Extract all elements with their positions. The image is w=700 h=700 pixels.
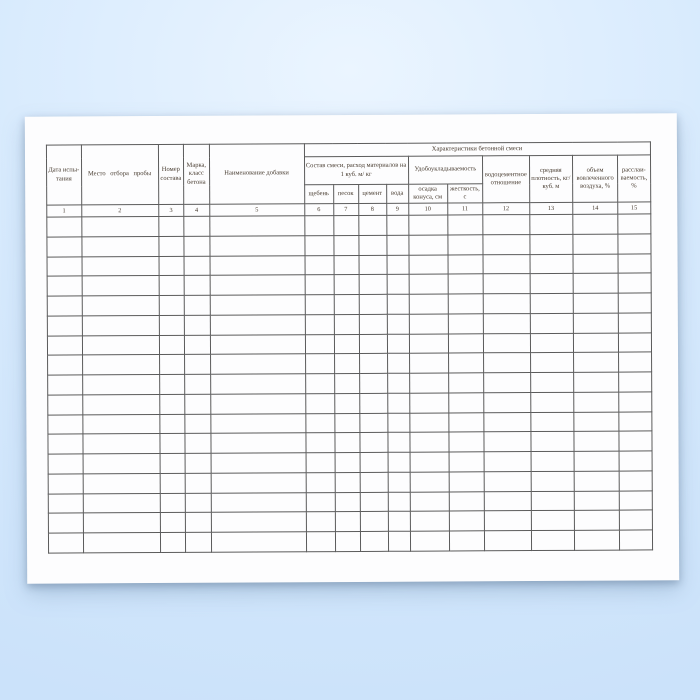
- empty-cell: [83, 513, 160, 533]
- empty-cell: [159, 256, 185, 276]
- empty-cell: [210, 354, 305, 374]
- empty-cell: [185, 453, 211, 473]
- empty-cell: [618, 332, 651, 352]
- empty-cell: [483, 215, 530, 235]
- empty-cell: [448, 353, 484, 373]
- empty-cell: [387, 373, 409, 393]
- empty-cell: [530, 274, 574, 294]
- empty-cell: [47, 276, 82, 296]
- empty-cell: [160, 473, 186, 493]
- empty-cell: [185, 512, 211, 532]
- empty-cell: [447, 235, 483, 255]
- empty-cell: [449, 531, 485, 551]
- empty-cell: [306, 532, 335, 552]
- concrete-mix-journal-table: [46, 141, 653, 553]
- empty-cell: [160, 513, 186, 533]
- column-number: 7: [333, 203, 358, 215]
- empty-cell: [484, 452, 531, 472]
- empty-cell: [304, 235, 333, 255]
- empty-cell: [448, 412, 484, 432]
- empty-cell: [158, 236, 184, 256]
- empty-cell: [82, 315, 159, 335]
- empty-cell: [48, 474, 83, 494]
- empty-cell: [530, 392, 574, 412]
- empty-cell: [387, 274, 409, 294]
- empty-cell: [531, 511, 575, 531]
- empty-cell: [574, 412, 619, 432]
- empty-cell: [410, 511, 449, 531]
- empty-cell: [185, 493, 211, 513]
- empty-cell: [210, 295, 305, 315]
- empty-cell: [448, 333, 484, 353]
- empty-cell: [48, 533, 83, 553]
- empty-cell: [409, 333, 448, 353]
- empty-cell: [409, 393, 448, 413]
- empty-cell: [184, 236, 210, 256]
- empty-cell: [305, 255, 334, 275]
- empty-cell: [530, 372, 574, 392]
- column-number: 5: [209, 204, 304, 216]
- empty-cell: [619, 510, 652, 530]
- header-col-additive-name: Наименование добавки: [209, 144, 304, 204]
- empty-cell: [530, 353, 574, 373]
- empty-cell: [360, 472, 388, 492]
- empty-cell: [484, 471, 531, 491]
- empty-cell: [408, 235, 447, 255]
- empty-cell: [358, 235, 386, 255]
- empty-cell: [573, 254, 618, 274]
- empty-cell: [484, 432, 531, 452]
- empty-cell: [409, 314, 448, 334]
- empty-cell: [48, 454, 83, 474]
- empty-cell: [82, 355, 159, 375]
- empty-cell: [306, 453, 335, 473]
- empty-cell: [409, 254, 448, 274]
- empty-cell: [159, 355, 185, 375]
- empty-cell: [619, 490, 652, 510]
- empty-cell: [334, 314, 359, 334]
- header-group-characteristics: Характеристики бетонной смеси: [304, 142, 650, 157]
- column-number: 8: [358, 203, 386, 215]
- empty-cell: [618, 293, 651, 313]
- column-number: 4: [184, 204, 210, 216]
- empty-cell: [530, 432, 574, 452]
- empty-cell: [531, 491, 575, 511]
- empty-cell: [619, 372, 652, 392]
- empty-cell: [159, 414, 185, 434]
- empty-cell: [184, 335, 210, 355]
- empty-cell: [483, 333, 530, 353]
- empty-cell: [619, 431, 652, 451]
- empty-cell: [47, 237, 82, 257]
- empty-cell: [184, 256, 210, 276]
- empty-cell: [574, 352, 619, 372]
- empty-cell: [359, 334, 387, 354]
- empty-cell: [47, 217, 82, 237]
- empty-cell: [82, 335, 159, 355]
- empty-cell: [359, 255, 387, 275]
- empty-cell: [530, 254, 574, 274]
- empty-cell: [531, 451, 575, 471]
- empty-cell: [210, 374, 305, 394]
- empty-cell: [448, 254, 484, 274]
- empty-cell: [483, 294, 530, 314]
- empty-cell: [334, 275, 359, 295]
- empty-cell: [211, 472, 306, 492]
- empty-cell: [448, 373, 484, 393]
- empty-cell: [530, 293, 574, 313]
- empty-cell: [210, 275, 305, 295]
- empty-cell: [211, 512, 306, 532]
- empty-cell: [531, 530, 575, 550]
- empty-cell: [185, 414, 211, 434]
- empty-cell: [410, 491, 449, 511]
- empty-cell: [387, 413, 409, 433]
- empty-cell: [449, 472, 485, 492]
- empty-cell: [388, 531, 410, 551]
- column-number: 6: [304, 204, 333, 216]
- empty-cell: [48, 355, 83, 375]
- header-col-cement: цемент: [358, 184, 386, 203]
- empty-cell: [185, 394, 211, 414]
- empty-cell: [360, 492, 388, 512]
- empty-cell: [185, 532, 211, 552]
- empty-cell: [360, 512, 388, 532]
- empty-cell: [48, 513, 83, 533]
- empty-cell: [83, 454, 160, 474]
- empty-cell: [360, 531, 388, 551]
- empty-cell: [387, 353, 409, 373]
- empty-cell: [574, 392, 619, 412]
- empty-cell: [159, 374, 185, 394]
- header-col-entrained-air: объем вовлеченного воздуха, %: [572, 155, 617, 202]
- empty-cell: [359, 275, 387, 295]
- empty-cell: [185, 354, 211, 374]
- empty-cell: [619, 352, 652, 372]
- empty-cell: [573, 293, 618, 313]
- empty-cell: [359, 393, 387, 413]
- empty-cell: [47, 256, 82, 276]
- empty-cell: [618, 234, 651, 254]
- empty-cell: [82, 256, 159, 276]
- empty-cell: [335, 452, 360, 472]
- header-col-gravel: щебень: [304, 185, 333, 204]
- column-number: 1: [47, 205, 82, 217]
- empty-cell: [359, 413, 387, 433]
- empty-cell: [359, 294, 387, 314]
- empty-cell: [82, 394, 159, 414]
- empty-cell: [334, 373, 359, 393]
- empty-cell: [358, 215, 386, 235]
- empty-cell: [483, 313, 530, 333]
- empty-cell: [159, 335, 185, 355]
- empty-cell: [48, 493, 83, 513]
- empty-cell: [483, 254, 530, 274]
- empty-cell: [334, 354, 359, 374]
- empty-cell: [47, 296, 82, 316]
- empty-cell: [334, 294, 359, 314]
- empty-cell: [160, 532, 186, 552]
- empty-cell: [159, 276, 185, 296]
- empty-cell: [618, 273, 651, 293]
- column-number: 15: [618, 202, 651, 214]
- empty-cell: [387, 255, 409, 275]
- empty-cell: [48, 375, 83, 395]
- empty-cell: [47, 316, 82, 336]
- column-number: 10: [408, 203, 447, 215]
- empty-cell: [48, 395, 83, 415]
- empty-cell: [484, 531, 531, 551]
- empty-cell: [159, 434, 185, 454]
- empty-cell: [409, 432, 448, 452]
- empty-cell: [388, 472, 410, 492]
- empty-cell: [83, 533, 160, 553]
- empty-cell: [387, 432, 409, 452]
- empty-cell: [359, 373, 387, 393]
- table-row: [48, 530, 652, 553]
- empty-cell: [305, 314, 334, 334]
- empty-cell: [529, 214, 573, 234]
- empty-cell: [334, 255, 359, 275]
- empty-cell: [409, 274, 448, 294]
- empty-cell: [409, 294, 448, 314]
- header-col-stiffness: жесткость, с: [447, 184, 483, 203]
- empty-cell: [82, 296, 159, 316]
- empty-cell: [574, 431, 619, 451]
- empty-cell: [388, 452, 410, 472]
- empty-cell: [210, 334, 305, 354]
- empty-cell: [619, 471, 652, 491]
- empty-cell: [210, 433, 305, 453]
- empty-cell: [334, 413, 359, 433]
- column-number: 12: [483, 203, 530, 215]
- header-col-segregation: расслаи-ваемость, %: [617, 155, 650, 202]
- empty-cell: [618, 214, 651, 234]
- empty-cell: [484, 353, 531, 373]
- empty-cell: [409, 412, 448, 432]
- empty-cell: [388, 511, 410, 531]
- column-number: 2: [81, 205, 158, 217]
- empty-cell: [209, 235, 304, 255]
- empty-cell: [306, 492, 335, 512]
- empty-cell: [184, 275, 210, 295]
- empty-cell: [386, 235, 408, 255]
- empty-cell: [305, 354, 334, 374]
- empty-cell: [159, 315, 185, 335]
- empty-cell: [333, 235, 358, 255]
- empty-cell: [305, 393, 334, 413]
- empty-cell: [335, 492, 360, 512]
- empty-cell: [574, 451, 619, 471]
- empty-cell: [388, 492, 410, 512]
- column-number: 3: [158, 204, 184, 216]
- empty-cell: [81, 236, 158, 256]
- header-col-grade-class: Марка, класс бетона: [183, 144, 209, 204]
- empty-cell: [83, 473, 160, 493]
- empty-cell: [160, 453, 186, 473]
- empty-cell: [619, 392, 652, 412]
- empty-cell: [574, 372, 619, 392]
- empty-cell: [82, 414, 159, 434]
- empty-cell: [618, 253, 651, 273]
- empty-cell: [573, 273, 618, 293]
- empty-cell: [305, 334, 334, 354]
- header-col-sampling-place: Место отбора пробы: [81, 145, 158, 205]
- empty-cell: [529, 234, 573, 254]
- column-number: 11: [447, 203, 483, 215]
- empty-cell: [305, 374, 334, 394]
- empty-cell: [618, 313, 651, 333]
- empty-cell: [530, 313, 574, 333]
- column-number: 14: [573, 202, 618, 214]
- empty-cell: [334, 393, 359, 413]
- empty-cell: [81, 217, 158, 237]
- header-col-sand: песок: [333, 184, 358, 203]
- empty-cell: [387, 393, 409, 413]
- empty-cell: [574, 471, 619, 491]
- header-col-water-cement-ratio: водоцементное отношение: [482, 156, 529, 203]
- empty-cell: [82, 434, 159, 454]
- header-group-workability: Удобоукладываемость: [408, 156, 483, 184]
- empty-cell: [483, 234, 530, 254]
- empty-cell: [448, 314, 484, 334]
- empty-cell: [484, 491, 531, 511]
- empty-cell: [210, 393, 305, 413]
- empty-cell: [484, 511, 531, 531]
- empty-cell: [410, 452, 449, 472]
- empty-cell: [335, 472, 360, 492]
- empty-cell: [619, 411, 652, 431]
- empty-cell: [158, 216, 184, 236]
- document-page: [25, 113, 679, 583]
- empty-cell: [210, 255, 305, 275]
- empty-cell: [359, 354, 387, 374]
- empty-cell: [48, 414, 83, 434]
- empty-cell: [334, 334, 359, 354]
- empty-cell: [409, 353, 448, 373]
- empty-cell: [48, 434, 83, 454]
- empty-cell: [185, 433, 211, 453]
- empty-cell: [211, 453, 306, 473]
- empty-cell: [530, 412, 574, 432]
- empty-cell: [387, 294, 409, 314]
- header-col-avg-density: средняя плотность, кг/куб. м: [529, 155, 573, 202]
- empty-cell: [210, 413, 305, 433]
- header-col-water: вода: [386, 184, 408, 203]
- empty-cell: [160, 493, 186, 513]
- empty-cell: [185, 374, 211, 394]
- empty-cell: [387, 334, 409, 354]
- empty-cell: [484, 373, 531, 393]
- empty-cell: [484, 412, 531, 432]
- empty-cell: [306, 512, 335, 532]
- empty-cell: [574, 510, 619, 530]
- empty-cell: [619, 451, 652, 471]
- empty-cell: [359, 314, 387, 334]
- empty-cell: [448, 274, 484, 294]
- empty-cell: [360, 452, 388, 472]
- empty-cell: [306, 472, 335, 492]
- empty-cell: [305, 433, 334, 453]
- header-col-test-date: Дата испы-тания: [46, 145, 81, 205]
- empty-cell: [305, 275, 334, 295]
- empty-cell: [410, 531, 449, 551]
- empty-cell: [410, 472, 449, 492]
- empty-cell: [359, 433, 387, 453]
- empty-cell: [386, 215, 408, 235]
- empty-cell: [530, 333, 574, 353]
- empty-cell: [449, 511, 485, 531]
- empty-cell: [449, 452, 485, 472]
- empty-cell: [619, 530, 652, 550]
- header-col-mix-number: Номер состава: [158, 144, 184, 204]
- empty-cell: [448, 294, 484, 314]
- empty-cell: [82, 375, 159, 395]
- journal-empty-rows: [47, 214, 652, 553]
- empty-cell: [159, 295, 185, 315]
- empty-cell: [573, 234, 618, 254]
- empty-cell: [449, 491, 485, 511]
- empty-cell: [387, 314, 409, 334]
- column-number: 9: [386, 203, 408, 215]
- empty-cell: [334, 433, 359, 453]
- empty-cell: [484, 392, 531, 412]
- header-col-slump: осадка конуса, см: [408, 184, 447, 203]
- empty-cell: [448, 432, 484, 452]
- empty-cell: [159, 394, 185, 414]
- empty-cell: [210, 314, 305, 334]
- empty-cell: [573, 214, 618, 234]
- empty-cell: [184, 315, 210, 335]
- empty-cell: [408, 215, 447, 235]
- empty-cell: [305, 295, 334, 315]
- empty-cell: [335, 512, 360, 532]
- empty-cell: [185, 473, 211, 493]
- empty-cell: [211, 532, 306, 552]
- empty-cell: [209, 216, 304, 236]
- empty-cell: [305, 413, 334, 433]
- empty-cell: [184, 295, 210, 315]
- empty-cell: [82, 276, 159, 296]
- empty-cell: [573, 333, 618, 353]
- empty-cell: [47, 335, 82, 355]
- empty-cell: [409, 373, 448, 393]
- column-number: 13: [529, 202, 573, 214]
- empty-cell: [211, 492, 306, 512]
- empty-cell: [448, 393, 484, 413]
- empty-cell: [447, 215, 483, 235]
- empty-cell: [483, 274, 530, 294]
- empty-cell: [531, 471, 575, 491]
- empty-cell: [304, 216, 333, 236]
- empty-cell: [573, 313, 618, 333]
- empty-cell: [184, 216, 210, 236]
- empty-cell: [574, 530, 619, 550]
- empty-cell: [335, 531, 360, 551]
- empty-cell: [333, 215, 358, 235]
- empty-cell: [83, 493, 160, 513]
- empty-cell: [574, 491, 619, 511]
- header-group-composition: Состав смеси, расход материалов на 1 куб. м/ кг: [304, 156, 408, 185]
